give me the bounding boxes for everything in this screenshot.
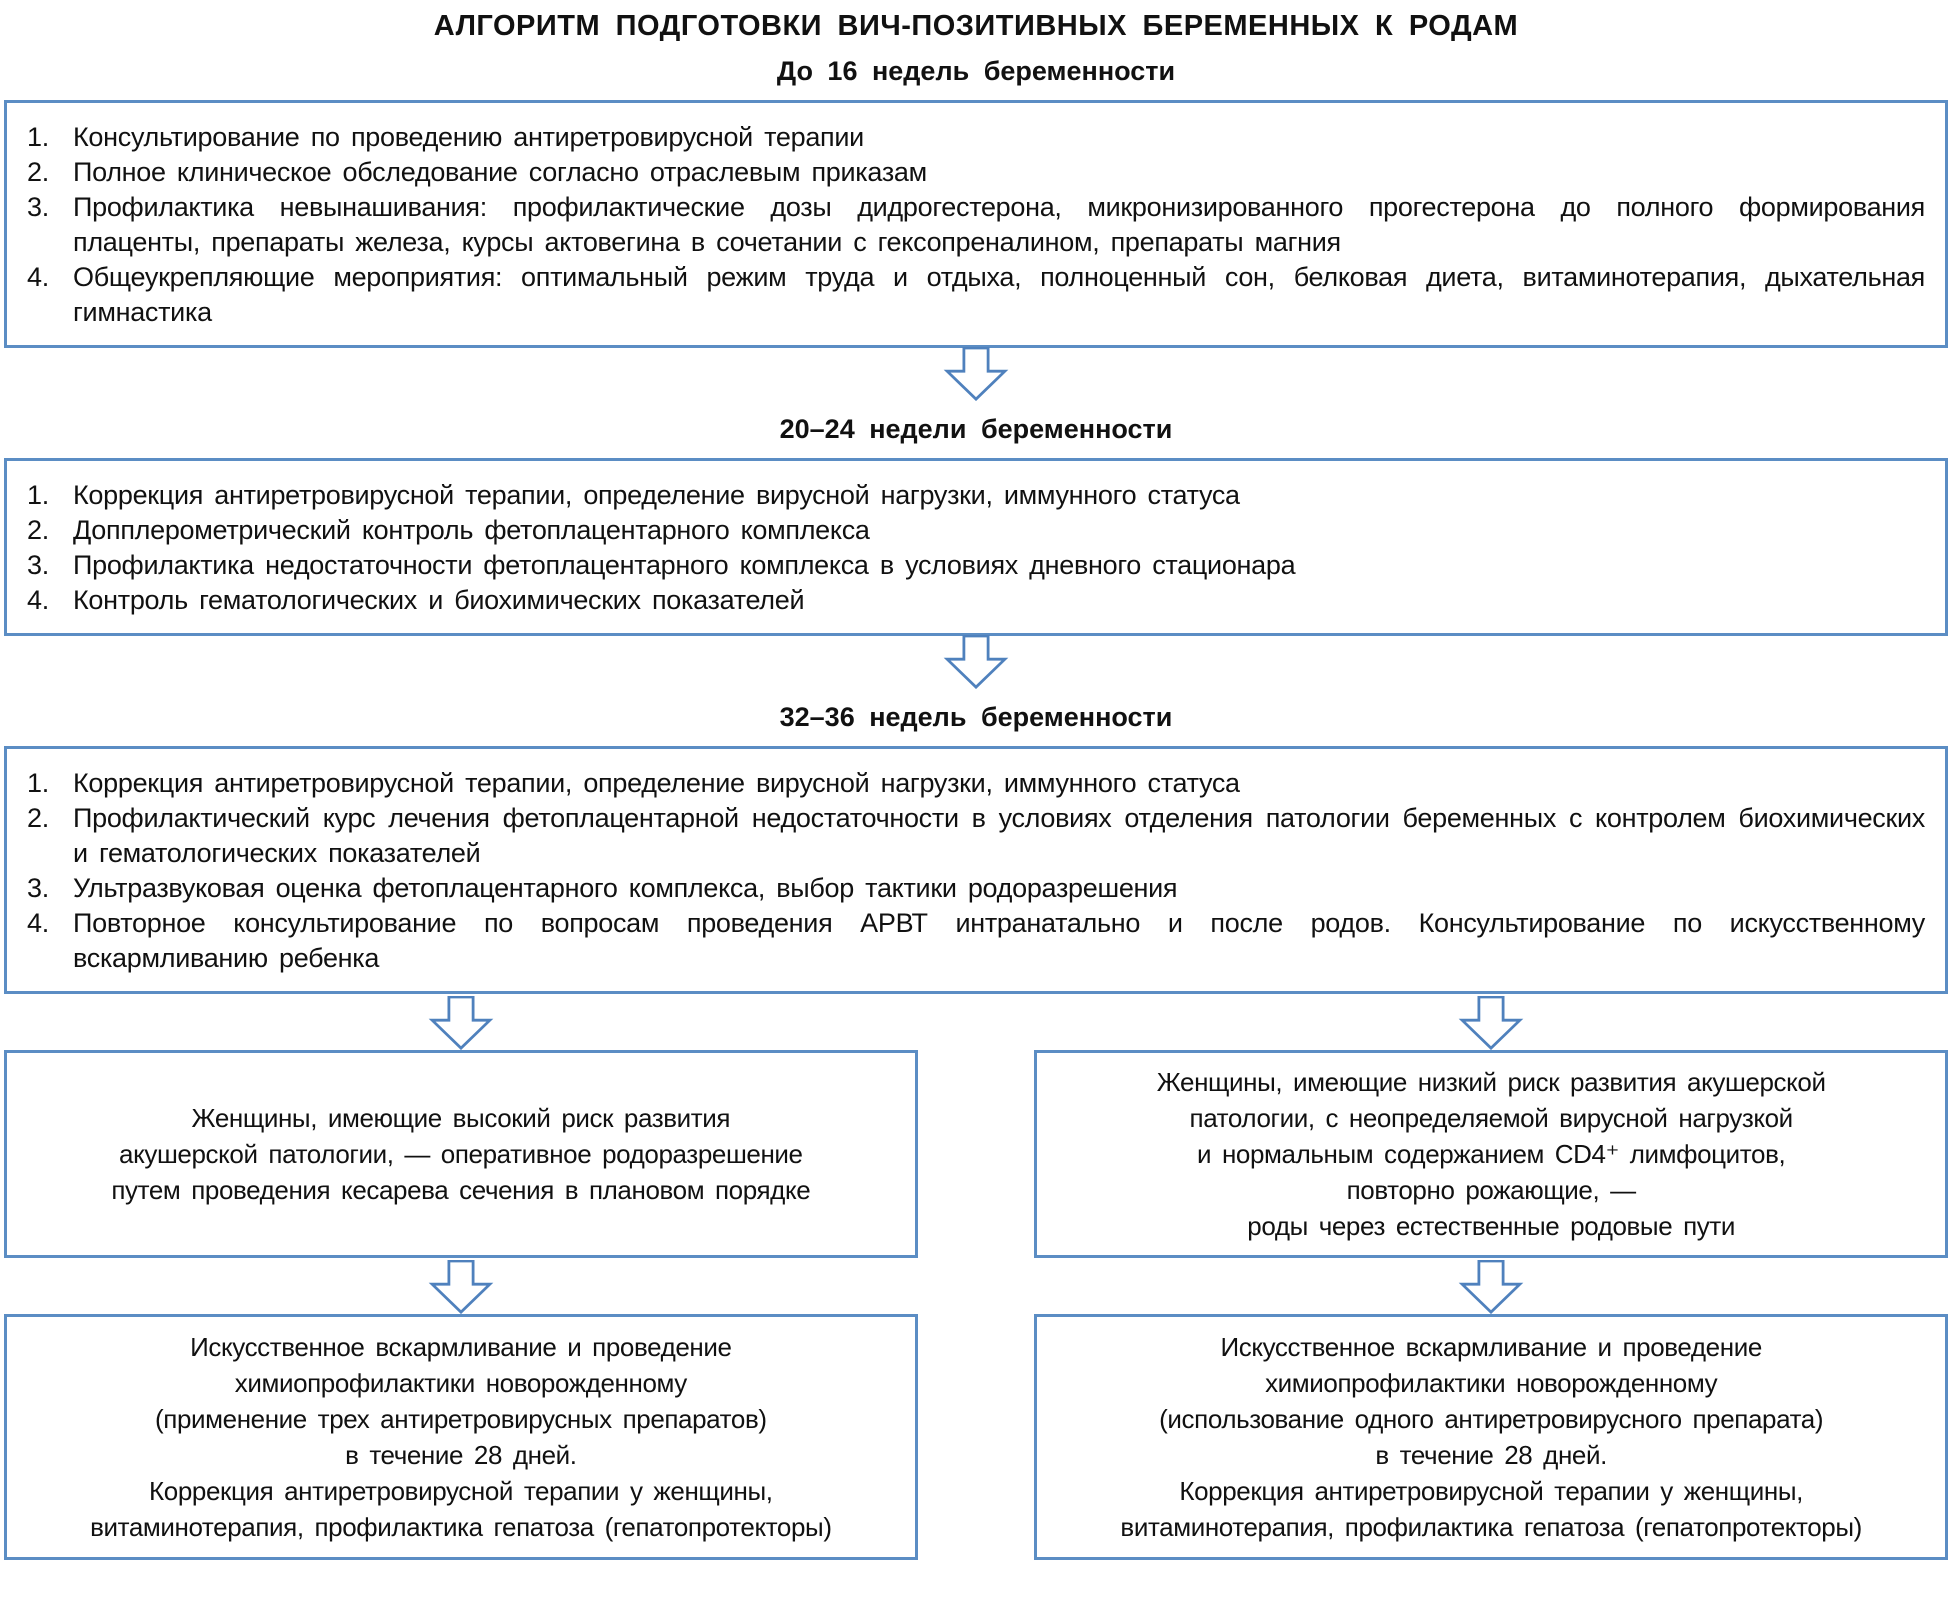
branch-connectors: [4, 996, 1948, 1050]
item-text: Общеукрепляющие мероприятия: оптимальный режим труда и отдыха, полноценный сон, белковая диета, витаминотерапия, дыхательная гимнастика: [73, 262, 1925, 327]
item-number: 1.: [27, 480, 49, 510]
stage-heading-3: 32–36 недель беременности: [779, 702, 1173, 732]
list-item: [27, 478, 1925, 513]
item-number: 2.: [27, 157, 49, 187]
item-number: 4.: [27, 908, 49, 938]
stage-box-2: [4, 458, 1948, 636]
item-number: 1.: [27, 122, 49, 152]
item-text: Ультразвуковая оценка фетоплацентарного комплекса, выбор тактики родоразрешения: [73, 873, 1178, 903]
item-text: Допплерометрический контроль фетоплацентарного комплекса: [73, 515, 870, 545]
list-item: [27, 906, 1925, 976]
item-number: 2.: [27, 515, 49, 545]
left-branch-connector: [4, 1260, 918, 1314]
down-arrow-icon: [426, 996, 496, 1050]
list-item: [27, 583, 1925, 618]
list-item: [27, 548, 1925, 583]
flow-connector: [4, 347, 1948, 401]
down-arrow-icon: [1456, 1260, 1526, 1314]
right-branch-connector: [1034, 996, 1948, 1050]
outcome-row: [4, 1314, 1948, 1560]
branch-connectors: [4, 1260, 1948, 1314]
item-text: Консультирование по проведению антиретровирусной терапии: [73, 122, 864, 152]
item-number: 3.: [27, 873, 49, 903]
list-item: [27, 766, 1925, 801]
item-text: Повторное консультирование по вопросам проведения АРВТ интранатально и после родов. Консультирование по искусственному вскармливанию ребенка: [73, 908, 1925, 973]
item-text: Профилактика недостаточности фетоплацентарного комплекса в условиях дневного стационара: [73, 550, 1296, 580]
item-number: 3.: [27, 192, 49, 222]
stage-box-1: [4, 100, 1948, 348]
item-number: 1.: [27, 768, 49, 798]
list-item: [27, 513, 1925, 548]
right-branch: [1034, 1314, 1948, 1560]
high-risk-criteria-box: Женщины, имеющие высокий риск развития акушерской патологии, — оперативное родоразрешение путем проведения кесарева сечения в плановом порядке: [4, 1050, 918, 1258]
flow-connector: [4, 635, 1948, 689]
list-item: [27, 801, 1925, 871]
item-text: Профилактика невынашивания: профилактические дозы дидрогестерона, микронизированного прогестерона до полного формирования плаценты, препараты железа, курсы актовегина в сочетании с гексопреналином, препараты магния: [73, 192, 1925, 257]
item-number: 4.: [27, 262, 49, 292]
left-branch-connector: [4, 996, 918, 1050]
low-risk-criteria-box: Женщины, имеющие низкий риск развития акушерской патологии, с неопределяемой вирусной нагрузкой и нормальным содержанием CD4⁺ лимфоцитов, повторно рожающие, — роды через естественные родовые пути: [1034, 1050, 1948, 1258]
down-arrow-icon: [426, 1260, 496, 1314]
stage-heading-2: 20–24 недели беременности: [779, 414, 1173, 444]
list-item: [27, 190, 1925, 260]
left-branch: [4, 1314, 918, 1560]
right-outcome-box: Искусственное вскармливание и проведение химиопрофилактики новорожденному (использование одного антиретровирусного препарата) в течение 28 дней. Коррекция антиретровирусной терапии у женщины, витаминотерапия, профилактика гепатоза (гепатопротекторы): [1034, 1314, 1948, 1560]
diagram-title: АЛГОРИТМ ПОДГОТОВКИ ВИЧ-ПОЗИТИВНЫХ БЕРЕМЕННЫХ К РОДАМ: [433, 10, 1519, 42]
stage-box-3: [4, 746, 1948, 994]
item-number: 2.: [27, 803, 49, 833]
item-number: 4.: [27, 585, 49, 615]
list-item: [27, 260, 1925, 330]
left-branch: [4, 1050, 918, 1258]
left-outcome-box: Искусственное вскармливание и проведение химиопрофилактики новорожденному (применение трех антиретровирусных препаратов) в течение 28 дней. Коррекция антиретровирусной терапии у женщины, витаминотерапия, профилактика гепатоза (гепатопротекторы): [4, 1314, 918, 1560]
item-text: Контроль гематологических и биохимических показателей: [73, 585, 805, 615]
down-arrow-icon: [941, 635, 1011, 689]
down-arrow-icon: [1456, 996, 1526, 1050]
item-text: Коррекция антиретровирусной терапии, определение вирусной нагрузки, иммунного статуса: [73, 768, 1240, 798]
item-text: Профилактический курс лечения фетоплацентарной недостаточности в условиях отделения патологии беременных с контролем биохимических и гематологических показателей: [73, 803, 1925, 868]
list-item: [27, 155, 1925, 190]
item-text: Коррекция антиретровирусной терапии, определение вирусной нагрузки, иммунного статуса: [73, 480, 1240, 510]
criteria-row: [4, 1050, 1948, 1258]
right-branch: [1034, 1050, 1948, 1258]
item-text: Полное клиническое обследование согласно отраслевым приказам: [73, 157, 927, 187]
list-item: [27, 871, 1925, 906]
item-number: 3.: [27, 550, 49, 580]
list-item: [27, 120, 1925, 155]
stage-heading-1: До 16 недель беременности: [776, 56, 1176, 86]
right-branch-connector: [1034, 1260, 1948, 1314]
down-arrow-icon: [941, 347, 1011, 401]
